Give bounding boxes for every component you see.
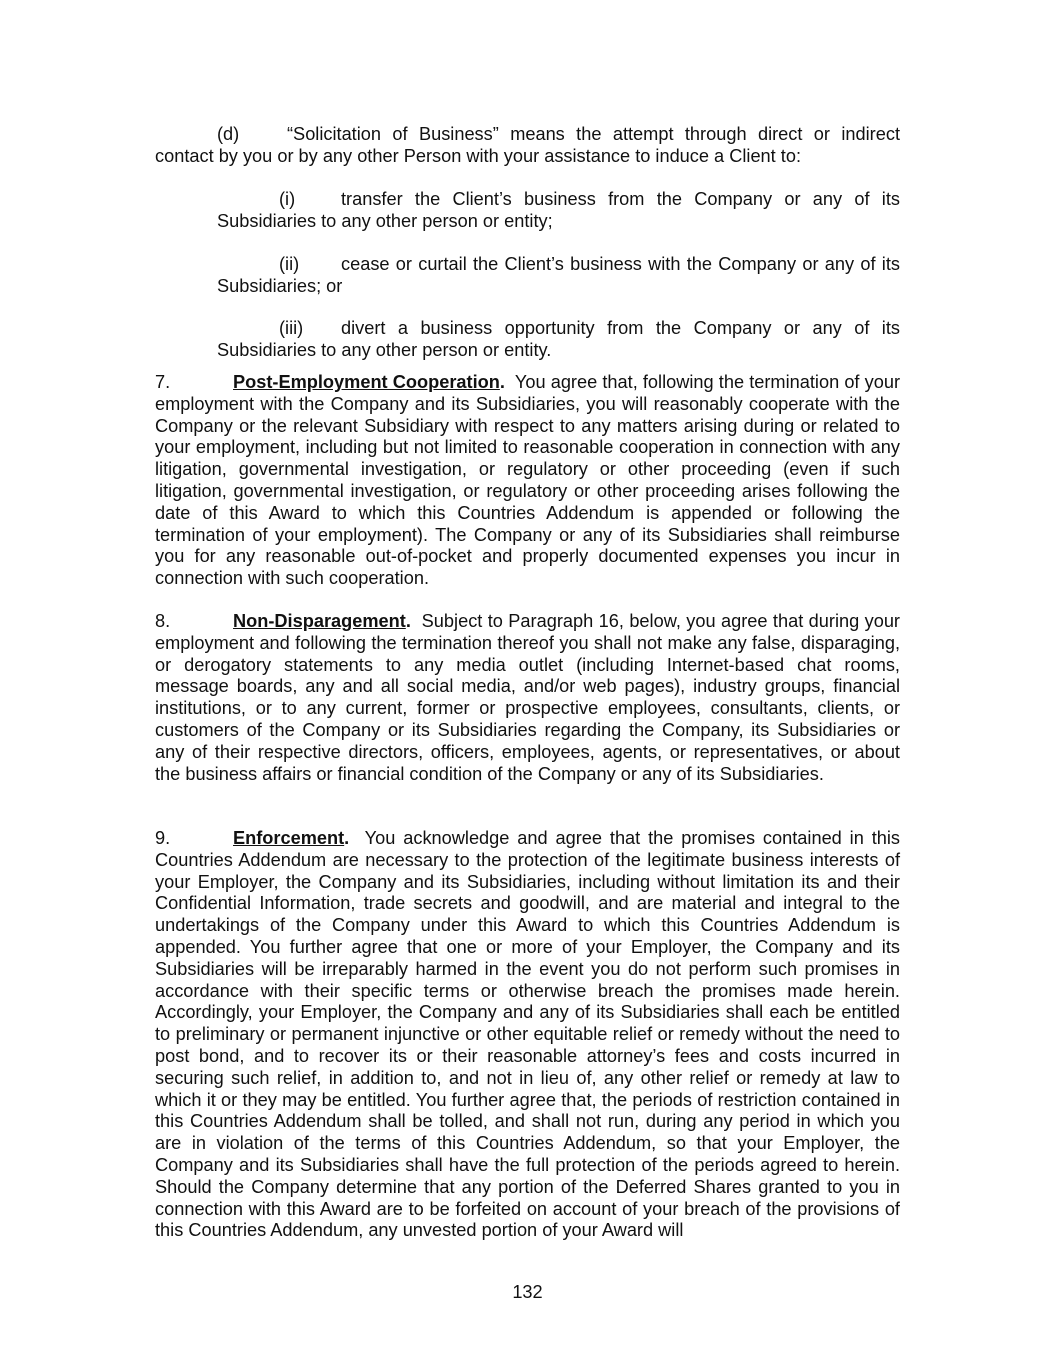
sub-item-number: (i) bbox=[279, 189, 296, 209]
sub-item-iii bbox=[217, 318, 900, 362]
sub-item-ii bbox=[217, 254, 900, 298]
definition-paragraph-d bbox=[155, 124, 900, 168]
section-7 bbox=[155, 372, 900, 590]
section-text: Subject to Paragraph 16, below, you agree that during your employment and following the termination thereof you shall not make any false, disparaging, or derogatory statements to any media outlet (including Internet-based chat rooms, message boards, any and all social media, and/or web pages), industry groups, financial institutions, or to any current, former or prospective employees, consultants, clients, or customers of the Company or its Subsidiaries regarding the Company, its Subsidiaries or any of their respective directors, officers, employees, agents, or representatives, or about the business affairs or financial condition of the Company or any of its Subsidiaries. bbox=[155, 611, 900, 784]
section-number: 9. bbox=[155, 828, 171, 848]
sub-item-text: divert a business opportunity from the Company or any of its Subsidiaries to any other person or entity. bbox=[217, 318, 900, 360]
section-heading: Non-Disparagement bbox=[233, 611, 406, 631]
sub-item-number: (iii) bbox=[279, 318, 304, 338]
page-number: 132 bbox=[512, 1282, 543, 1302]
section-number: 7. bbox=[155, 372, 171, 392]
sub-item-text: cease or curtail the Client’s business with the Company or any of its Subsidiaries; or bbox=[217, 254, 900, 296]
paragraph-text: “Solicitation of Business” means the attempt through direct or indirect contact by you or by any other Person with your assistance to induce a Client to: bbox=[155, 124, 900, 166]
section-text: You agree that, following the termination of your employment with the Company and its Subsidiaries, you will reasonably cooperate with the Company or the relevant Subsidiary with respect to any matters arising during or related to your employment, including but not limited to reasonable cooperation in connection with any litigation, governmental investigation, or regulatory or other proceeding (even if such litigation, governmental investigation, or regulatory or other proceeding arises following the date of this Award to which this Countries Addendum is appended or following the termination of your employment). The Company or any of its Subsidiaries shall reimburse you for any reasonable out-of-pocket and properly documented expenses you incur in connection with such cooperation. bbox=[155, 372, 901, 589]
paragraph-number: (d) bbox=[217, 124, 240, 144]
sub-item-i bbox=[217, 189, 900, 233]
section-8 bbox=[155, 611, 900, 785]
heading-period: . bbox=[344, 828, 350, 848]
sub-item-number: (ii) bbox=[279, 254, 300, 274]
section-number: 8. bbox=[155, 611, 171, 631]
section-text: You acknowledge and agree that the promises contained in this Countries Addendum are necessary to the protection of the legitimate business interests of your Employer, the Company and its Subsidiaries, including without limitation its and their Confidential Information, trade secrets and goodwill, and are material and integral to the undertakings of the Company under this Award to which this Countries Addendum is appended. You further agree that one or more of your Employer, the Company and its Subsidiaries will be irreparably harmed in the event you do not perform such promises in accordance with their specific terms or otherwise breach the promises made herein. Accordingly, your Employer, the Company and any of its Subsidiaries shall each be entitled to preliminary or permanent injunctive or other equitable relief or remedy without the need to post bond, and to recover its or their reasonable attorney’s fees and costs incurred in securing such relief, in addition to, and not in lieu of, any other relief or remedy at law to which it or they may be entitled. You further agree that, the periods of restriction contained in this Countries Addendum shall be tolled, and shall not run, during any period in which you are in violation of the terms of this Countries Addendum, so that your Employer, the Company and its Subsidiaries shall have the full protection of the periods agreed to herein. Should the Company determine that any portion of the Deferred Shares granted to you in connection with this Award are to be forfeited on account of your breach of the provisions of this Countries Addendum, any unvested portion of your Award will bbox=[155, 828, 901, 1241]
heading-period: . bbox=[499, 372, 505, 392]
heading-period: . bbox=[405, 611, 411, 631]
section-heading: Post-Employment Cooperation bbox=[233, 372, 500, 392]
section-heading: Enforcement bbox=[233, 828, 345, 848]
section-9 bbox=[155, 828, 900, 1242]
sub-item-text: transfer the Client’s business from the Company or any of its Subsidiaries to any other person or entity; bbox=[217, 189, 900, 231]
